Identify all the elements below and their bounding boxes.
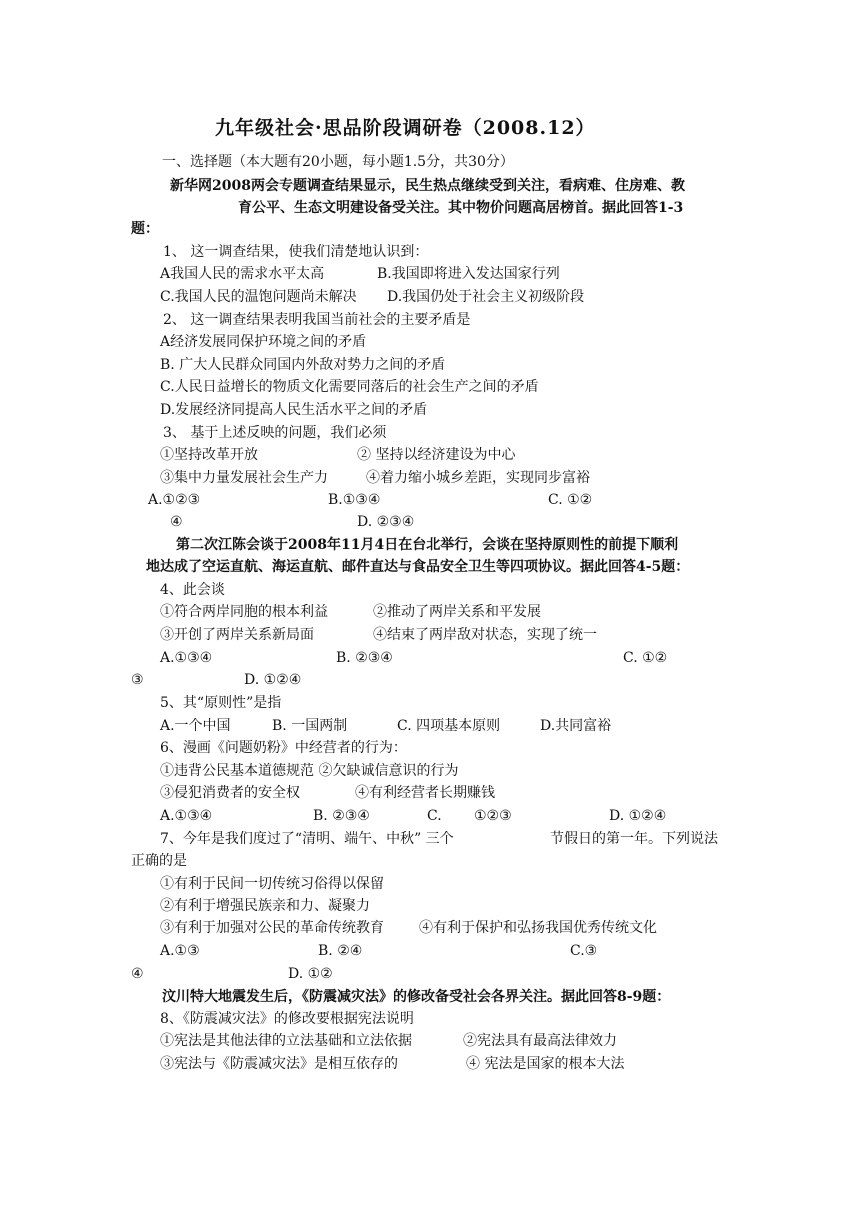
question-2-option-d: D.发展经济同提高人民生活水平之间的矛盾: [160, 402, 428, 418]
question-6-option-a: A.①③④: [160, 808, 213, 824]
question-5-option-b: B. 一国两制: [272, 718, 348, 734]
question-3-option-a: A.①②③: [148, 492, 201, 508]
question-7-option-c-continued: ④: [131, 966, 144, 982]
question-7-statement-3: ③有利于加强对公民的革命传统教育: [160, 920, 384, 936]
question-8-statement-4: ④ 宪法是国家的根本大法: [466, 1056, 625, 1072]
question-3-option-c-continued: ④: [170, 514, 183, 530]
question-5-option-c: C. 四项基本原则: [397, 718, 501, 734]
question-3-option-b: B.①③④: [328, 492, 381, 508]
question-6-statement-3: ③侵犯消费者的安全权: [160, 785, 300, 801]
question-3-statement-4: ④着力缩小城乡差距，实现同步富裕: [366, 470, 590, 486]
question-4-statement-2: ②推动了两岸关系和平发展: [373, 604, 541, 620]
material-2-line-2: 地达成了空运直航、海运直航、邮件直达与食品安全卫生等四项协议。据此回答4-5题：: [146, 559, 690, 575]
question-4-statement-3: ③开创了两岸关系新局面: [160, 627, 314, 643]
question-3-statement-2: ② 坚持以经济建设为中心: [357, 447, 516, 463]
question-8-statement-3: ③宪法与《防震减灾法》是相互依存的: [160, 1056, 398, 1072]
question-4-stem: 4、此会谈: [160, 582, 225, 598]
question-4-option-c: C. ①②: [623, 650, 668, 666]
question-7-statement-2: ②有利于增强民族亲和力、凝聚力: [160, 898, 370, 914]
section-heading: 一、选择题（本大题有20小题，每小题1.5分，共30分）: [162, 154, 514, 170]
question-7-statement-4: ④有利于保护和弘扬我国优秀传统文化: [419, 920, 657, 936]
question-4-statement-4: ④结束了两岸敌对状态，实现了统一: [373, 627, 597, 643]
question-6-option-c-value: ①②③: [474, 808, 512, 824]
question-7-stem: 7、今年是我们度过了“清明、端午、中秋” 三个: [160, 831, 454, 847]
question-2-option-b: B. 广大人民群众同国内外敌对势力之间的矛盾: [160, 357, 446, 373]
question-3-stem: 3、 基于上述反映的问题，我们必须: [163, 425, 387, 441]
question-7-option-d: D. ①②: [288, 966, 333, 982]
question-4-option-c-continued: ③: [131, 672, 144, 688]
question-6-option-c: C.: [427, 808, 442, 824]
question-4-statement-1: ①符合两岸同胞的根本利益: [160, 604, 328, 620]
question-8-statement-2: ②宪法具有最高法律效力: [463, 1033, 617, 1049]
question-7-stem-line-2: 正确的是: [131, 853, 187, 869]
material-1-line-3: 题：: [131, 221, 159, 237]
question-6-option-b: B. ②③④: [313, 808, 370, 824]
question-7-stem-continued: 节假日的第一年。下列说法: [550, 831, 718, 847]
question-7-option-a: A.①③: [160, 943, 200, 959]
material-3-line-1: 汶川特大地震发生后，《防震减灾法》的修改备受社会各界关注。据此回答8-9题：: [162, 989, 671, 1005]
question-1-option-b: B.我国即将进入发达国家行列: [377, 266, 560, 282]
question-7-statement-1: ①有利于民间一切传统习俗得以保留: [160, 876, 384, 892]
question-3-option-c: C. ①②: [548, 492, 593, 508]
question-4-option-a: A.①③④: [160, 650, 213, 666]
page-title: 九年级社会·思品阶段调研卷（2008.12）: [215, 117, 596, 139]
question-3-option-d: D. ②③④: [357, 514, 415, 530]
question-5-stem: 5、其“原则性”是指: [160, 695, 282, 711]
question-2-stem: 2、 这一调查结果表明我国当前社会的主要矛盾是: [163, 312, 471, 328]
question-7-option-c: C.③: [570, 943, 598, 959]
question-1-option-c: C.我国人民的温饱问题尚未解决: [160, 289, 357, 305]
question-2-option-a: A经济发展同保护环境之间的矛盾: [160, 334, 367, 350]
question-5-option-d: D.共同富裕: [540, 718, 612, 734]
material-1-line-1: 新华网2008两会专题调查结果显示，民生热点继续受到关注，看病难、住房难、教: [170, 178, 685, 194]
material-2-line-1: 第二次江陈会谈于2008年11月4日在台北举行，会谈在坚持原则性的前提下顺利: [176, 537, 679, 553]
question-8-stem: 8、《防震减灾法》的修改要根据宪法说明: [160, 1011, 414, 1027]
question-6-stem: 6、漫画《问题奶粉》中经营者的行为：: [160, 740, 407, 756]
question-1-stem: 1、 这一调查结果，使我们清楚地认识到：: [163, 244, 429, 260]
question-1-option-a: A我国人民的需求水平太高: [160, 266, 325, 282]
question-4-option-b: B. ②③④: [336, 650, 393, 666]
question-6-statements-1-2: ①违背公民基本道德规范 ②欠缺诚信意识的行为: [160, 763, 459, 779]
question-2-option-c: C.人民日益增长的物质文化需要同落后的社会生产之间的矛盾: [160, 379, 539, 395]
question-5-option-a: A.一个中国: [160, 718, 231, 734]
question-3-statement-3: ③集中力量发展社会生产力: [160, 470, 328, 486]
question-8-statement-1: ①宪法是其他法律的立法基础和立法依据: [160, 1033, 412, 1049]
question-4-option-d: D. ①②④: [244, 672, 302, 688]
question-6-option-d: D. ①②④: [609, 808, 667, 824]
question-6-statement-4: ④有利经营者长期赚钱: [355, 785, 495, 801]
question-7-option-b: B. ②④: [318, 943, 363, 959]
question-3-statement-1: ①坚持改革开放: [160, 447, 258, 463]
material-1-line-2: 育公平、生态文明建设备受关注。其中物价问题高居榜首。据此回答1-3: [238, 200, 684, 216]
question-1-option-d: D.我国仍处于社会主义初级阶段: [387, 289, 585, 305]
